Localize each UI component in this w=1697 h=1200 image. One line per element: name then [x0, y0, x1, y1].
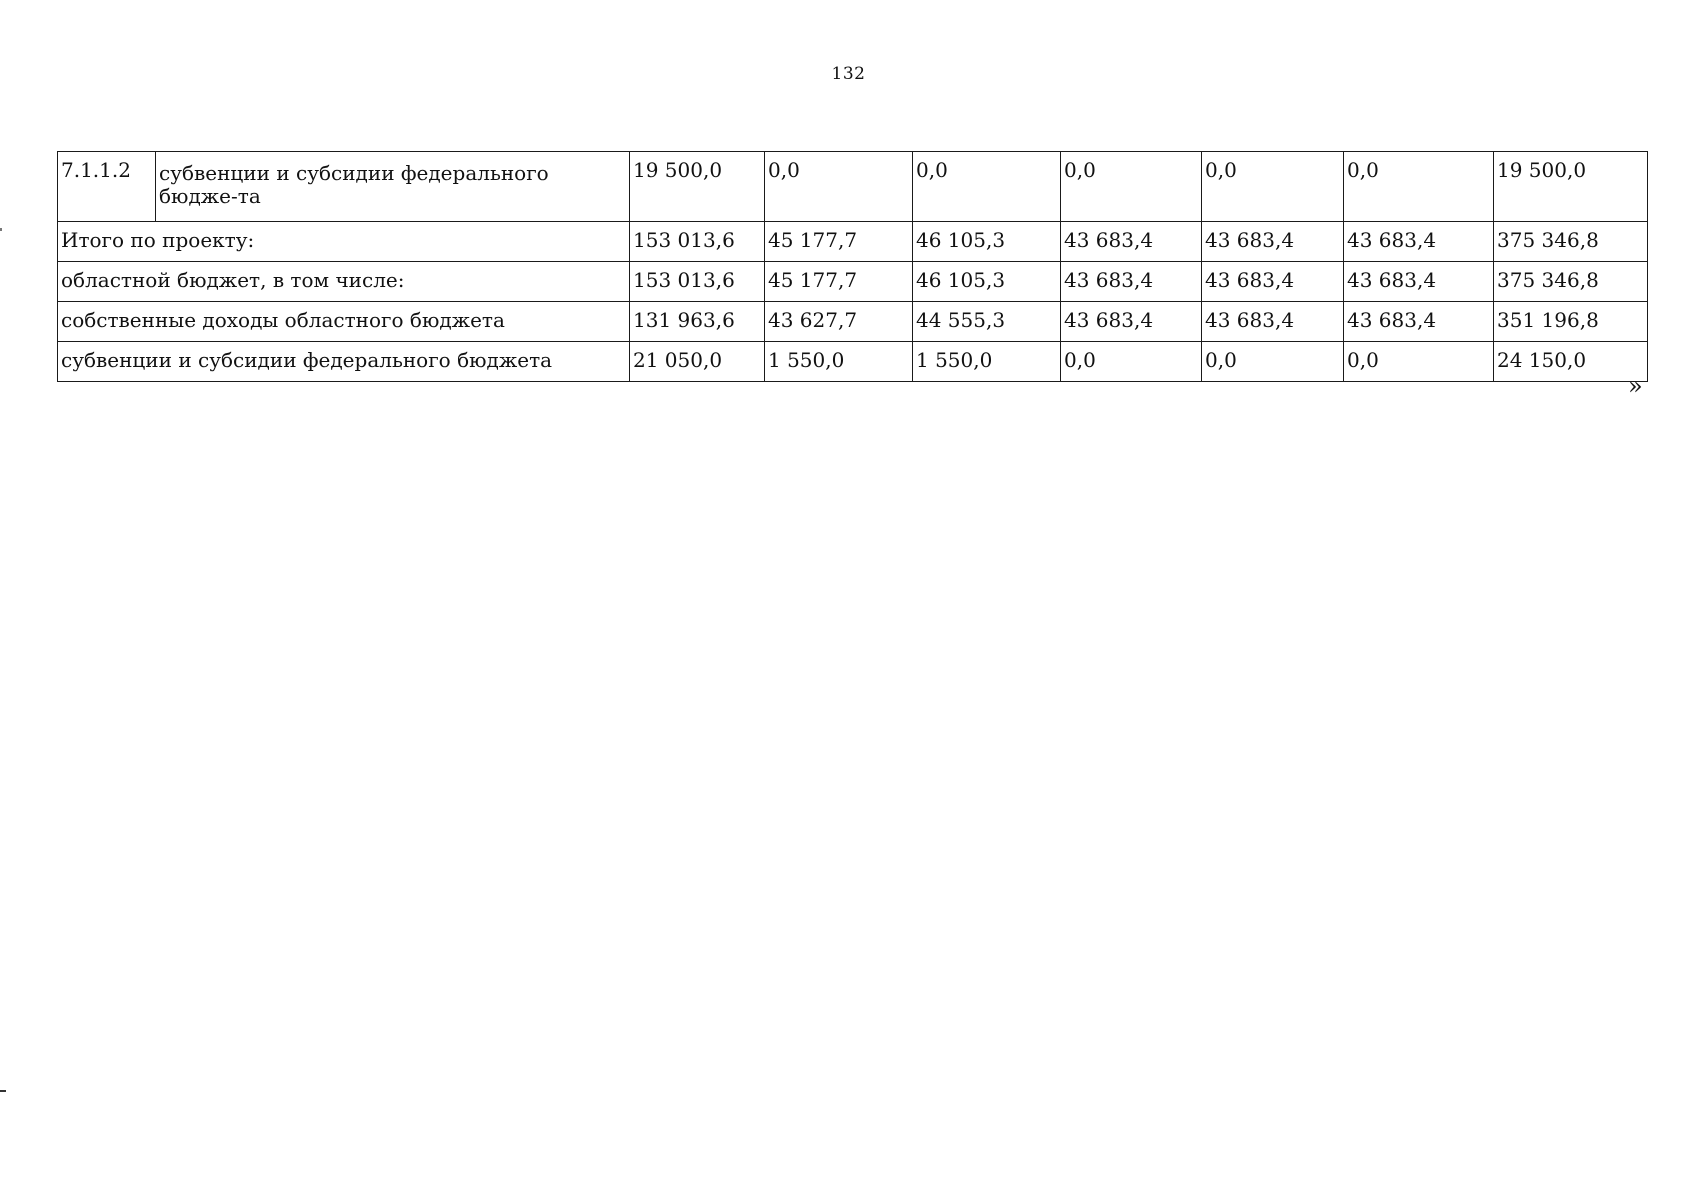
- value-cell: 0,0: [1344, 152, 1494, 222]
- value-cell: 19 500,0: [630, 152, 765, 222]
- value-cell: 131 963,6: [630, 302, 765, 342]
- value-cell: 375 346,8: [1494, 222, 1648, 262]
- value-cell: 153 013,6: [630, 262, 765, 302]
- value-cell: 45 177,7: [765, 222, 913, 262]
- table-row: [58, 342, 1648, 382]
- value-cell: 351 196,8: [1494, 302, 1648, 342]
- value-cell: 375 346,8: [1494, 262, 1648, 302]
- row-label-cell: областной бюджет, в том числе:: [58, 262, 630, 302]
- value-cell: 1 550,0: [913, 342, 1061, 382]
- row-label-cell: собственные доходы областного бюджета: [58, 302, 630, 342]
- budget-table: [57, 151, 1648, 382]
- value-cell: 153 013,6: [630, 222, 765, 262]
- table-row: [58, 302, 1648, 342]
- value-cell: 0,0: [1202, 152, 1344, 222]
- closing-quote-mark: »: [1628, 372, 1643, 400]
- value-cell: 43 683,4: [1061, 222, 1202, 262]
- table-row: [58, 262, 1648, 302]
- value-cell: 43 683,4: [1344, 302, 1494, 342]
- value-cell: 0,0: [1202, 342, 1344, 382]
- row-label-cell: субвенции и субсидии федерального бюдже-та: [156, 152, 630, 222]
- value-cell: 0,0: [1344, 342, 1494, 382]
- value-cell: 43 683,4: [1061, 302, 1202, 342]
- scan-artifact: [0, 1090, 6, 1092]
- value-cell: 46 105,3: [913, 262, 1061, 302]
- value-cell: 1 550,0: [765, 342, 913, 382]
- value-cell: 43 683,4: [1202, 222, 1344, 262]
- value-cell: 24 150,0: [1494, 342, 1648, 382]
- value-cell: 43 683,4: [1202, 262, 1344, 302]
- table-row: [58, 152, 1648, 222]
- value-cell: 21 050,0: [630, 342, 765, 382]
- value-cell: 0,0: [765, 152, 913, 222]
- value-cell: 0,0: [913, 152, 1061, 222]
- row-label-cell: субвенции и субсидии федерального бюджета: [58, 342, 630, 382]
- value-cell: 43 683,4: [1344, 262, 1494, 302]
- value-cell: 0,0: [1061, 152, 1202, 222]
- row-label-cell: Итого по проекту:: [58, 222, 630, 262]
- value-cell: 43 683,4: [1061, 262, 1202, 302]
- value-cell: 0,0: [1061, 342, 1202, 382]
- scan-artifact: [0, 228, 2, 231]
- page-number: 132: [831, 64, 866, 84]
- row-code-cell: 7.1.1.2: [58, 152, 156, 222]
- value-cell: 43 627,7: [765, 302, 913, 342]
- value-cell: 43 683,4: [1202, 302, 1344, 342]
- table-row: [58, 222, 1648, 262]
- value-cell: 19 500,0: [1494, 152, 1648, 222]
- value-cell: 46 105,3: [913, 222, 1061, 262]
- value-cell: 45 177,7: [765, 262, 913, 302]
- value-cell: 43 683,4: [1344, 222, 1494, 262]
- value-cell: 44 555,3: [913, 302, 1061, 342]
